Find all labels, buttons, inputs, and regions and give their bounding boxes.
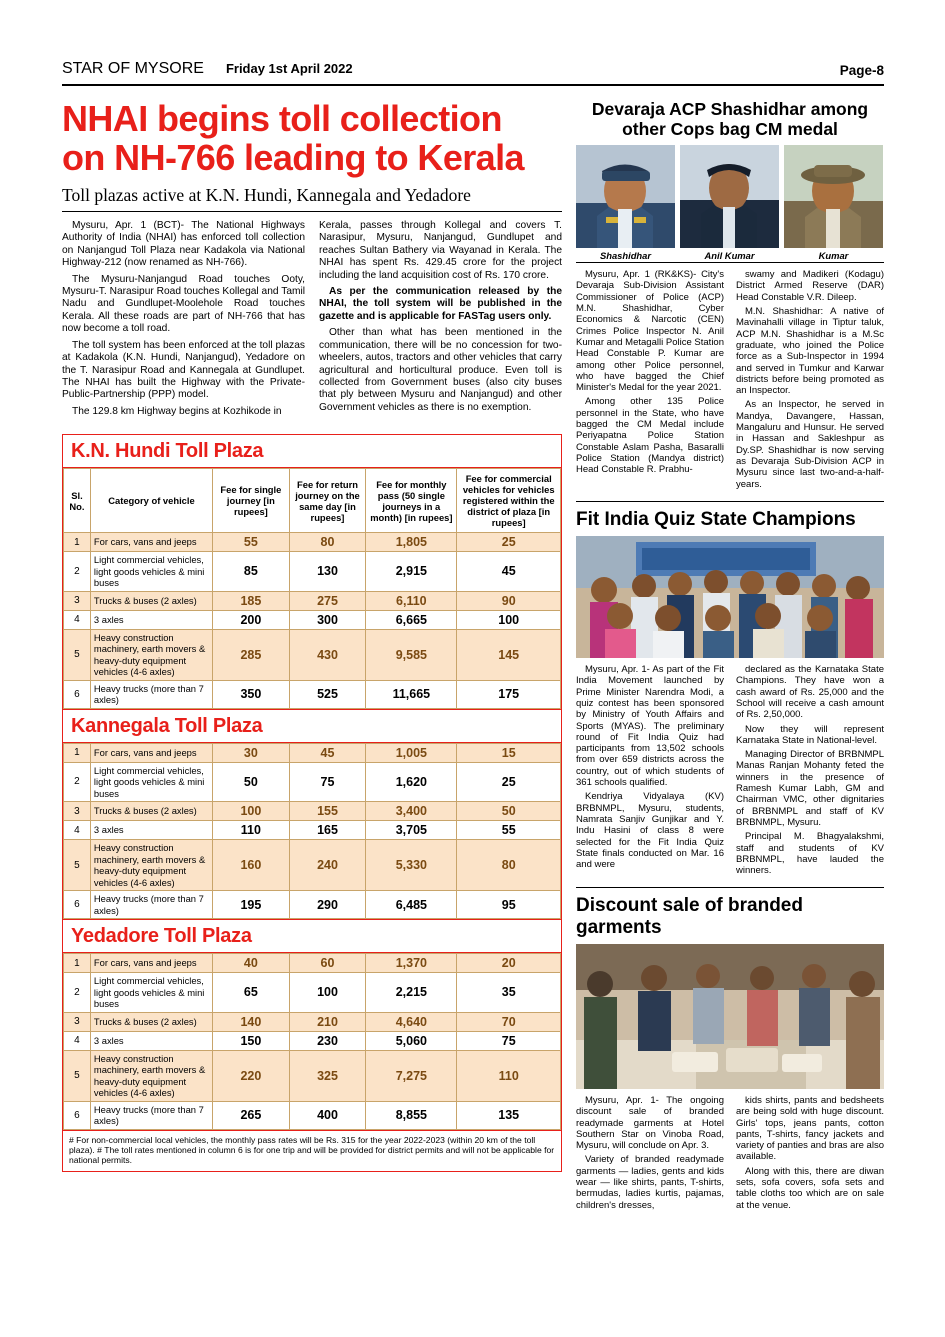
col-header-single: Fee for single journey [in rupees] bbox=[213, 469, 290, 533]
fit-india-text-col-1 bbox=[576, 664, 724, 879]
cell-return: 430 bbox=[289, 629, 366, 680]
toll-rates-table-block bbox=[62, 434, 562, 1172]
cell-return: 400 bbox=[289, 1101, 366, 1129]
cell-return: 325 bbox=[289, 1050, 366, 1101]
col-header-monthly: Fee for monthly pass (50 single journeys in a month) [in rupees] bbox=[366, 469, 457, 533]
headline-line-2: on NH-766 leading to Kerala bbox=[62, 136, 524, 178]
row-category: For cars, vans and jeeps bbox=[90, 533, 212, 552]
newspaper-page bbox=[62, 60, 884, 1280]
cell-monthly: 9,585 bbox=[366, 629, 457, 680]
cell-return: 155 bbox=[289, 802, 366, 821]
toll-table-yedadore bbox=[63, 953, 561, 1130]
cell-monthly: 1,805 bbox=[366, 533, 457, 552]
lead-subheadline: Toll plazas active at K.N. Hundi, Kannegala and Yedadore bbox=[62, 185, 562, 212]
cell-monthly: 1,370 bbox=[366, 954, 457, 973]
cell-return: 230 bbox=[289, 1031, 366, 1050]
cell-single: 160 bbox=[213, 840, 290, 891]
cell-monthly: 6,485 bbox=[366, 891, 457, 919]
cell-single: 110 bbox=[213, 821, 290, 840]
table-row bbox=[64, 680, 561, 708]
paragraph: swamy and Madikeri (Kodagu) District Armed Reserve (DAR) Head Constable V.R. Dileep. bbox=[736, 269, 884, 303]
cell-commercial: 25 bbox=[457, 762, 561, 802]
cell-monthly: 5,330 bbox=[366, 840, 457, 891]
cell-single: 65 bbox=[213, 973, 290, 1013]
table-footnote: # For non-commercial local vehicles, the monthly pass rates will be Rs. 315 for the year 2022-2023 (within 20 km of the toll plaza). # The toll rates mentioned in column 6 is for one trip and will be provided for district permits and will not be applicable for national permits. bbox=[63, 1130, 561, 1171]
row-category: Heavy trucks (more than 7 axles) bbox=[90, 1101, 212, 1129]
row-category: Heavy construction machinery, earth movers & heavy-duty equipment vehicles (4-6 axles) bbox=[90, 1050, 212, 1101]
cell-monthly: 7,275 bbox=[366, 1050, 457, 1101]
cell-commercial: 75 bbox=[457, 1031, 561, 1050]
table-row bbox=[64, 610, 561, 629]
cell-commercial: 70 bbox=[457, 1012, 561, 1031]
cell-commercial: 100 bbox=[457, 610, 561, 629]
cell-single: 195 bbox=[213, 891, 290, 919]
row-number: 1 bbox=[64, 954, 91, 973]
cell-commercial: 25 bbox=[457, 533, 561, 552]
col-header-sl: Sl. No. bbox=[64, 469, 91, 533]
row-number: 4 bbox=[64, 821, 91, 840]
cell-single: 265 bbox=[213, 1101, 290, 1129]
paragraph: Kerala, passes through Kollegal and covers T. Narasipur, Mysuru, Nanjangud, Gundlupet and reaches Sultan Bathery via Wayanad in Kerala. The NHAI has spent Rs. 429.45 crore for the project including the land acquisition cost of Rs. 170 crore. bbox=[319, 220, 562, 281]
row-number: 3 bbox=[64, 591, 91, 610]
table-row bbox=[64, 1012, 561, 1031]
table-row bbox=[64, 954, 561, 973]
cell-return: 75 bbox=[289, 762, 366, 802]
row-number: 2 bbox=[64, 973, 91, 1013]
row-number: 5 bbox=[64, 1050, 91, 1101]
cell-single: 30 bbox=[213, 743, 290, 762]
cell-commercial: 50 bbox=[457, 802, 561, 821]
table-row bbox=[64, 762, 561, 802]
row-category: Light commercial vehicles, light goods vehicles & mini buses bbox=[90, 973, 212, 1013]
cell-monthly: 11,665 bbox=[366, 680, 457, 708]
row-number: 6 bbox=[64, 891, 91, 919]
paragraph: declared as the Karnataka State Champions. They have won a cash award of Rs. 25,000 and the School will receive a cash amount of Rs. 2,50,000. bbox=[736, 664, 884, 721]
lead-headline bbox=[62, 100, 562, 177]
right-column bbox=[576, 100, 884, 1214]
row-number: 3 bbox=[64, 1012, 91, 1031]
row-category: 3 axles bbox=[90, 1031, 212, 1050]
row-number: 2 bbox=[64, 552, 91, 592]
discount-text-col-2 bbox=[736, 1095, 884, 1214]
cell-monthly: 6,110 bbox=[366, 591, 457, 610]
cell-monthly: 4,640 bbox=[366, 1012, 457, 1031]
cell-monthly: 3,705 bbox=[366, 821, 457, 840]
photo-caption: Anil Kumar bbox=[704, 250, 755, 262]
paragraph: kids shirts, pants and bedsheets are being sold with huge discount. Girls' tops, jeans pants, cotton pants, T-shirts, fancy jackets and variety of panties and bras are also available. bbox=[736, 1094, 884, 1163]
cell-return: 60 bbox=[289, 954, 366, 973]
table-row bbox=[64, 591, 561, 610]
headline-line-1: NHAI begins toll collection bbox=[62, 98, 502, 139]
paragraph: As an Inspector, he served in Mandya, Davangere, Hassan, Mangaluru and Hunsur. He served in Hassan and Sakleshpur as Dy.SP. Shashidhar is now serving as Devaraja Sub-Division ACP in Mysuru since last two-and-a-half-years. bbox=[736, 399, 884, 490]
table-row bbox=[64, 802, 561, 821]
cell-single: 85 bbox=[213, 552, 290, 592]
paragraph: Along with this, there are diwan sets, sofa covers, sofa sets and table cloths too which are on sale at the venue. bbox=[736, 1165, 884, 1211]
plaza-title: Yedadore Toll Plaza bbox=[63, 919, 561, 953]
row-number: 2 bbox=[64, 762, 91, 802]
cell-monthly: 1,620 bbox=[366, 762, 457, 802]
issue-date: Friday 1st April 2022 bbox=[225, 61, 353, 76]
table-row bbox=[64, 1101, 561, 1129]
discount-sale-story-body bbox=[576, 1095, 884, 1214]
cell-commercial: 95 bbox=[457, 891, 561, 919]
paragraph: M.N. Shashidhar: A native of Mavinahalli village in Tiptur taluk, ACP M.N. Shashidhar is a M.Sc graduate, who joined the Police force as a Sub-Inspector in 1994 and served in Tumkur and Karwar districts before being promoted as an Inspector. bbox=[736, 306, 884, 397]
cell-return: 165 bbox=[289, 821, 366, 840]
cops-text-col-2 bbox=[736, 269, 884, 493]
cell-commercial: 90 bbox=[457, 591, 561, 610]
row-number: 6 bbox=[64, 1101, 91, 1129]
row-number: 6 bbox=[64, 680, 91, 708]
photo-caption: Shashidhar bbox=[599, 250, 652, 262]
cell-monthly: 1,005 bbox=[366, 743, 457, 762]
cell-single: 55 bbox=[213, 533, 290, 552]
table-header-row bbox=[64, 469, 561, 533]
col-header-commercial: Fee for commercial vehicles for vehicles registered within the district of plaza [in rupees] bbox=[457, 469, 561, 533]
story-headline-discount-sale: Discount sale of branded garments bbox=[576, 895, 803, 938]
cell-return: 525 bbox=[289, 680, 366, 708]
cell-commercial: 110 bbox=[457, 1050, 561, 1101]
row-category: Heavy trucks (more than 7 axles) bbox=[90, 891, 212, 919]
cell-single: 100 bbox=[213, 802, 290, 821]
fit-india-story-body bbox=[576, 664, 884, 879]
cell-commercial: 35 bbox=[457, 973, 561, 1013]
paragraph: The 129.8 km Highway begins at Kozhikode in bbox=[72, 405, 282, 417]
row-category: Light commercial vehicles, light goods vehicles & mini buses bbox=[90, 762, 212, 802]
paragraph: Other than what has been mentioned in the communication, there will be no concession for two-wheelers, autos, tractors and other vehicles that carry agricultural and horticultural produce. Even toll is collected from Government buses (also city buses that ply between Mysuru and Nanjangud) and other Government vehicles as there is no exemption. bbox=[319, 327, 562, 413]
cell-commercial: 15 bbox=[457, 743, 561, 762]
caption-rule bbox=[576, 262, 884, 263]
row-category: Heavy construction machinery, earth movers & heavy-duty equipment vehicles (4-6 axles) bbox=[90, 840, 212, 891]
table-row bbox=[64, 891, 561, 919]
row-category: Trucks & buses (2 axles) bbox=[90, 802, 212, 821]
cell-monthly: 8,855 bbox=[366, 1101, 457, 1129]
cell-commercial: 55 bbox=[457, 821, 561, 840]
col-header-category: Category of vehicle bbox=[90, 469, 212, 533]
cell-return: 275 bbox=[289, 591, 366, 610]
cell-return: 100 bbox=[289, 973, 366, 1013]
row-category: 3 axles bbox=[90, 610, 212, 629]
paragraph: Mysuru, Apr. 1 (RK&KS)- City's Devaraja Sub-Division Assistant Commissioner of Police (ACP) M.N. Shashidhar, Cyber Economics & Narcotic (CEN) Crimes Police Inspector N. Anil Kumar and Metagalli Police Station Head Constable P. Kumar are among other Police personnel, who have bagged the Chief Minister's Medal for the year 2021. bbox=[576, 269, 724, 394]
cell-monthly: 2,215 bbox=[366, 973, 457, 1013]
paragraph: As per the communication released by the NHAI, the toll system will be published in the gazette and is applicable for FASTag users only. bbox=[319, 286, 562, 322]
cell-commercial: 175 bbox=[457, 680, 561, 708]
page-number: Page-8 bbox=[839, 63, 884, 78]
photo-fit-india-winners bbox=[576, 536, 884, 658]
paragraph: Among other 135 Police personnel in the State, who have bagged the CM Medal include Periyapatna Police Station Constable Aslam Pasha, Basaralli Police Station (Mandya district) Head Constable R. Prabhu- bbox=[576, 396, 724, 476]
cell-single: 200 bbox=[213, 610, 290, 629]
table-row bbox=[64, 552, 561, 592]
row-number: 1 bbox=[64, 533, 91, 552]
row-category: 3 axles bbox=[90, 821, 212, 840]
story-headline-fit-india: Fit India Quiz State Champions bbox=[576, 508, 856, 530]
cell-return: 290 bbox=[289, 891, 366, 919]
toll-table-kannegala bbox=[63, 743, 561, 920]
col-header-return: Fee for return journey on the same day [in rupees] bbox=[289, 469, 366, 533]
photo-shashidhar bbox=[576, 145, 675, 248]
paragraph: Mysuru, Apr. 1 (BCT)- The National Highways Authority of India (NHAI) has enforced toll collection on Nanjangud Toll Plaza near Kadakola via National Highway-212 (now renamed as NH-766). bbox=[62, 220, 305, 269]
cell-single: 40 bbox=[213, 954, 290, 973]
cell-monthly: 3,400 bbox=[366, 802, 457, 821]
cell-monthly: 2,915 bbox=[366, 552, 457, 592]
masthead bbox=[62, 60, 884, 86]
paragraph: Mysuru, Apr. 1- The ongoing discount sale of branded readymade garments at Hotel Southern Star on Vinoba Road, Mysuru, will conclude on Apr. 3. bbox=[576, 1094, 724, 1152]
cell-commercial: 20 bbox=[457, 954, 561, 973]
cell-return: 210 bbox=[289, 1012, 366, 1031]
cell-single: 185 bbox=[213, 591, 290, 610]
cell-commercial: 135 bbox=[457, 1101, 561, 1129]
row-category: Trucks & buses (2 axles) bbox=[90, 591, 212, 610]
discount-text-col-1 bbox=[576, 1095, 724, 1214]
row-number: 1 bbox=[64, 743, 91, 762]
cell-return: 45 bbox=[289, 743, 366, 762]
table-row bbox=[64, 1050, 561, 1101]
table-row bbox=[64, 840, 561, 891]
cell-monthly: 5,060 bbox=[366, 1031, 457, 1050]
cell-return: 240 bbox=[289, 840, 366, 891]
row-category: Light commercial vehicles, light goods vehicles & mini buses bbox=[90, 552, 212, 592]
paragraph: Principal M. Bhagyalakshmi, staff and students of KV BRBNMPL, have lauded the winners. bbox=[736, 831, 884, 877]
paragraph: Now they will represent Karnataka State in National-level. bbox=[736, 723, 884, 746]
row-category: Trucks & buses (2 axles) bbox=[90, 1012, 212, 1031]
cell-commercial: 145 bbox=[457, 629, 561, 680]
table-row bbox=[64, 821, 561, 840]
cell-return: 80 bbox=[289, 533, 366, 552]
row-category: Heavy construction machinery, earth movers & heavy-duty equipment vehicles (4-6 axles) bbox=[90, 629, 212, 680]
table-row bbox=[64, 1031, 561, 1050]
row-category: For cars, vans and jeeps bbox=[90, 954, 212, 973]
cell-return: 300 bbox=[289, 610, 366, 629]
photo-garment-sale bbox=[576, 944, 884, 1089]
left-column bbox=[62, 100, 562, 1214]
cops-text-col-1 bbox=[576, 269, 724, 493]
row-number: 3 bbox=[64, 802, 91, 821]
row-category: Heavy trucks (more than 7 axles) bbox=[90, 680, 212, 708]
cell-commercial: 80 bbox=[457, 840, 561, 891]
paragraph: Kendriya Vidyalaya (KV) BRBNMPL, Mysuru, students, Namrata Sanjiv Gunjikar and Y. Indu Hasini of class 8 were selected for the Fit India Quiz State finals conducted on Mar. 16 and were bbox=[576, 791, 724, 871]
story-headline-cops: Devaraja ACP Shashidhar among other Cops bag CM medal bbox=[591, 99, 869, 139]
row-number: 5 bbox=[64, 840, 91, 891]
table-row bbox=[64, 743, 561, 762]
section-divider bbox=[576, 501, 884, 502]
cell-return: 130 bbox=[289, 552, 366, 592]
cell-single: 285 bbox=[213, 629, 290, 680]
fit-india-text-col-2 bbox=[736, 664, 884, 879]
paragraph: Managing Director of BRBNMPL Manas Ranjan Mohanty feted the winners in the presence of Ramesh Kumar Labh, GM and Chairman VMC, other dignitaries of BRBNMPL and staff of KV BRBNMPL, Mysuru. bbox=[736, 749, 884, 828]
cell-single: 140 bbox=[213, 1012, 290, 1031]
table-row bbox=[64, 973, 561, 1013]
paragraph: Variety of branded readymade garments — ladies, gents and kids wear — like shirts, pants, T-shirts, bermudas, ladies kurtis, pajamas, children's dresses, bbox=[576, 1154, 724, 1211]
toll-table-kn-hundi bbox=[63, 468, 561, 709]
lead-text-col-1 bbox=[62, 220, 305, 422]
section-divider bbox=[576, 887, 884, 888]
row-number: 5 bbox=[64, 629, 91, 680]
paper-name: STAR OF MYSORE bbox=[62, 60, 204, 77]
table-row bbox=[64, 629, 561, 680]
paragraph: Mysuru, Apr. 1- As part of the Fit India Movement launched by Prime Minister Narendra Modi, a quiz contest has been sponsored by Ministry of Youth Affairs and Sports (MYAS). The preliminary round of Fit India Quiz had participants from 13,502 schools from over 659 districts across the country, out of which students of 361 schools qualified. bbox=[576, 664, 724, 789]
paragraph: The Mysuru-Nanjangud Road touches Ooty, Mysuru-T. Narasipur Road touches Kollegal and Tamil Nadu and Gundlupet-Moolehole Road touches Kerala. All these roads are part of NH-766 that has now become a toll road. bbox=[62, 273, 305, 335]
row-category: For cars, vans and jeeps bbox=[90, 743, 212, 762]
paragraph: The toll system has been enforced at the toll plazas at Kadakola (K.N. Hundi, Nanjangud), Yedadore on the T. Narasipur Road and Kannegala at Gundlupet. The NHAI has built the Highway with the Private-Public-Partnership (PPP) model. bbox=[62, 339, 305, 401]
page-columns bbox=[62, 100, 884, 1214]
row-number: 4 bbox=[64, 610, 91, 629]
plaza-title: K.N. Hundi Toll Plaza bbox=[63, 435, 561, 468]
photo-kumar bbox=[784, 145, 883, 248]
cell-single: 50 bbox=[213, 762, 290, 802]
photo-anil-kumar bbox=[680, 145, 779, 248]
table-row bbox=[64, 533, 561, 552]
cell-single: 220 bbox=[213, 1050, 290, 1101]
photo-caption: Kumar bbox=[818, 250, 849, 262]
cell-single: 150 bbox=[213, 1031, 290, 1050]
row-number: 4 bbox=[64, 1031, 91, 1050]
cell-single: 350 bbox=[213, 680, 290, 708]
lead-story-body bbox=[62, 220, 562, 422]
cell-monthly: 6,665 bbox=[366, 610, 457, 629]
plaza-title: Kannegala Toll Plaza bbox=[63, 709, 561, 743]
cops-story-body bbox=[576, 269, 884, 493]
lead-text-col-2 bbox=[319, 220, 562, 422]
cops-photo-strip bbox=[576, 145, 884, 248]
cell-commercial: 45 bbox=[457, 552, 561, 592]
